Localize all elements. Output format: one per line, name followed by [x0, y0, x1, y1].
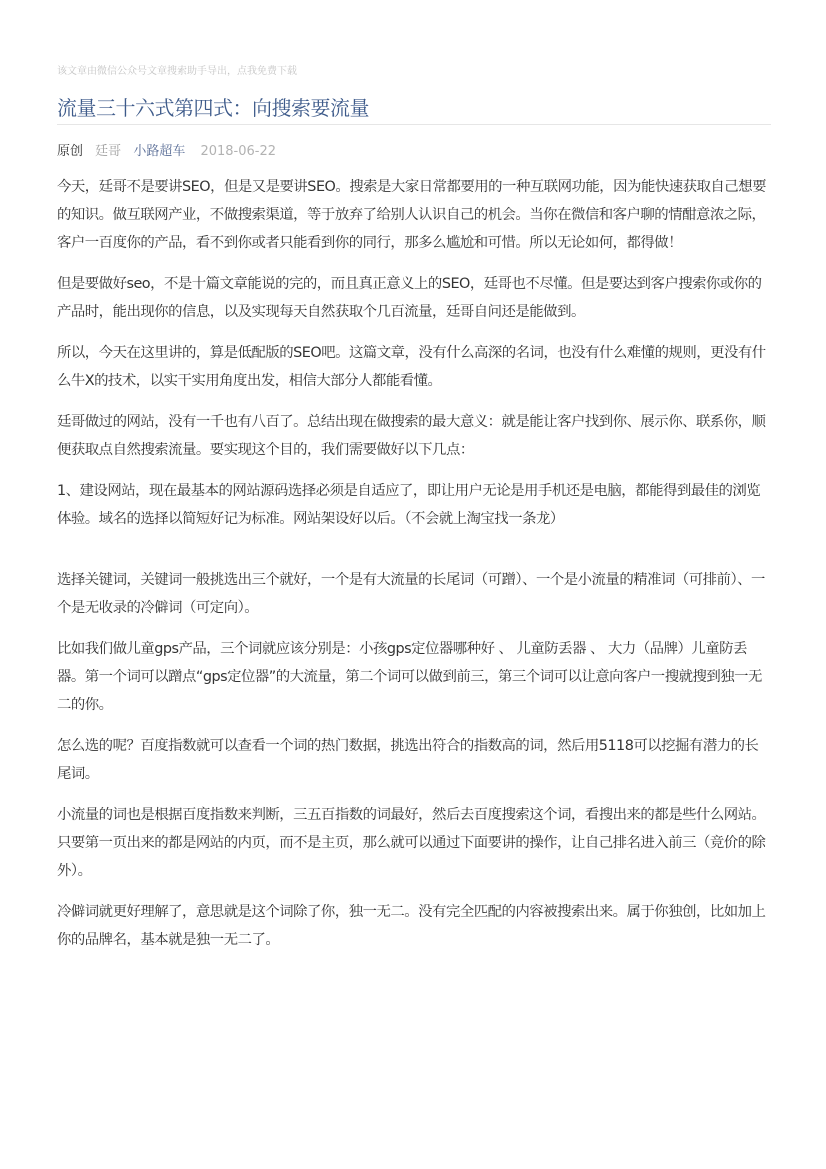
paragraph: 冷僻词就更好理解了，意思就是这个词除了你，独一无二。没有完全匹配的内容被搜索出来。属于你独创，比如加上你的品牌名，基本就是独一无二了。	[57, 904, 766, 948]
paragraph: 比如我们做儿童gps产品，三个词就应该分别是：小孩gps定位器哪种好 、 儿童防丢器 、 大力（品牌）儿童防丢器。第一个词可以蹭点“gps定位器”的大流量，第二个词可以做到前三，第三个词可以让意向客户一搜就搜到独一无二的你。	[57, 641, 762, 713]
paragraph: 但是要做好seo，不是十篇文章能说的完的，而且真正意义上的SEO，廷哥也不尽懂。但是要达到客户搜索你或你的产品时，能出现你的信息，以及实现每天自然获取个几百流量，廷哥自问还是能做到。	[57, 276, 762, 320]
paragraph: 所以，今天在这里讲的，算是低配版的SEO吧。这篇文章，没有什么高深的名词，也没有什么难懂的规则，更没有什么牛X的技术，以实干实用角度出发，相信大部分人都能看懂。	[57, 345, 766, 389]
publish-date: 2018-06-22	[200, 144, 277, 159]
title-divider	[57, 124, 771, 125]
article-meta	[57, 140, 284, 159]
paragraph: 廷哥做过的网站，没有一千也有八百了。总结出现在做搜索的最大意义：就是能让客户找到你、展示你、联系你，顺便获取点自然搜索流量。要实现这个目的，我们需要做好以下几点：	[57, 414, 766, 458]
paragraph: 怎么选的呢？百度指数就可以查看一个词的热门数据，挑选出符合的指数高的词，然后用5118可以挖掘有潜力的长尾词。	[57, 738, 759, 782]
account-name-link[interactable]: 小路超车	[133, 144, 186, 159]
paragraph: 今天，廷哥不是要讲SEO，但是又是要讲SEO。搜索是大家日常都要用的一种互联网功能，因为能快速获取自己想要的知识。做互联网产业，不做搜索渠道，等于放弃了给别人认识自己的机会。当你在微信和客户聊的情酣意浓之际，客户一百度你的产品，看不到你或者只能看到你的同行，那多么尴尬和可惜。所以无论如何，都得做！	[57, 179, 766, 251]
paragraph: 小流量的词也是根据百度指数来判断，三五百指数的词最好，然后去百度搜索这个词，看搜出来的都是些什么网站。只要第一页出来的都是网站的内页，而不是主页，那么就可以通过下面要讲的操作，让自己排名进入前三（竞价的除外）。	[57, 807, 766, 879]
paragraph: 1、建设网站，现在最基本的网站源码选择必须是自适应了，即让用户无论是用手机还是电脑，都能得到最佳的浏览体验。域名的选择以简短好记为标准。网站架设好以后。（不会就上淘宝找一条龙）	[57, 483, 761, 527]
article-body	[57, 173, 771, 967]
paragraph: 选择关键词，关键词一般挑选出三个就好，一个是有大流量的长尾词（可蹭）、一个是小流量的精准词（可排前）、一个是无收录的冷僻词（可定向）。	[57, 572, 765, 616]
original-badge: 原创	[57, 144, 84, 159]
export-watermark-link[interactable]: 该文章由微信公众号文章搜索助手导出，点我免费下载	[57, 66, 297, 77]
author-name: 廷哥	[95, 144, 122, 159]
article-title: 流量三十六式第四式：向搜索要流量	[57, 96, 369, 120]
